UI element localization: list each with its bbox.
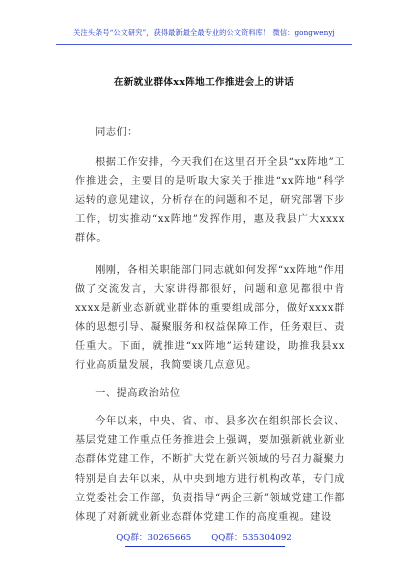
paragraph-2: 刚刚，各相关职能部门同志就如何发挥“xx阵地”作用做了交流发言，大家讲得都很好，问题和意见都很中肯xxxx是新业态新就业群体的重要组成部分，做好xxxx群体的思想引导、凝聚服务和权益保障工作，任务艰巨、责任重大。下面，就推进“xx阵地”运转建设，助推我县xx行业高质量发展，我简要谈几点意见。 — [75, 264, 345, 372]
document-title: 在新就业群体xx阵地工作推进会上的讲话 — [113, 77, 295, 88]
qq-group-1[interactable]: QQ群：30265665 — [116, 533, 192, 543]
paragraph-1: 根据工作安排，今天我们在这里召开全县“xx阵地”工作推进会，主要目的是听取大家关于推进“xx阵地”科学运转的意见建议，分析存在的问题和不足，研究部署下步工作，切实推动“xx阵地”发挥作用，惠及我县广大xxxx群体。 — [75, 157, 345, 245]
footer-underline — [125, 546, 285, 547]
section-heading: 一、提高政治站位 — [95, 388, 181, 400]
section-paragraph: 今年以来，中央、省、市、县多次在组织部长会议、基层党建工作重点任务推进会上强调，要加强新就业新业态群体党建工作，不断扩大党在新兴领域的号召力凝聚力特别是自去年以来，从中央到地方进行机构改革，专门成立党委社会工作部，负责指导“两企三新”领域党建工作都体现了对新就业新业态群体党建工作的高度重视。建设 — [75, 416, 345, 523]
header-banner[interactable]: 关注头条号“公文研究”，获得最新最全最专业的公文资料库！ 微信：gongwenyj — [73, 28, 335, 37]
qq-group-2[interactable]: QQ群：535304092 — [211, 533, 292, 543]
document-body — [75, 123, 345, 527]
footer-contact — [0, 531, 408, 543]
header-divider — [56, 44, 352, 45]
salutation: 同志们： — [95, 127, 138, 138]
